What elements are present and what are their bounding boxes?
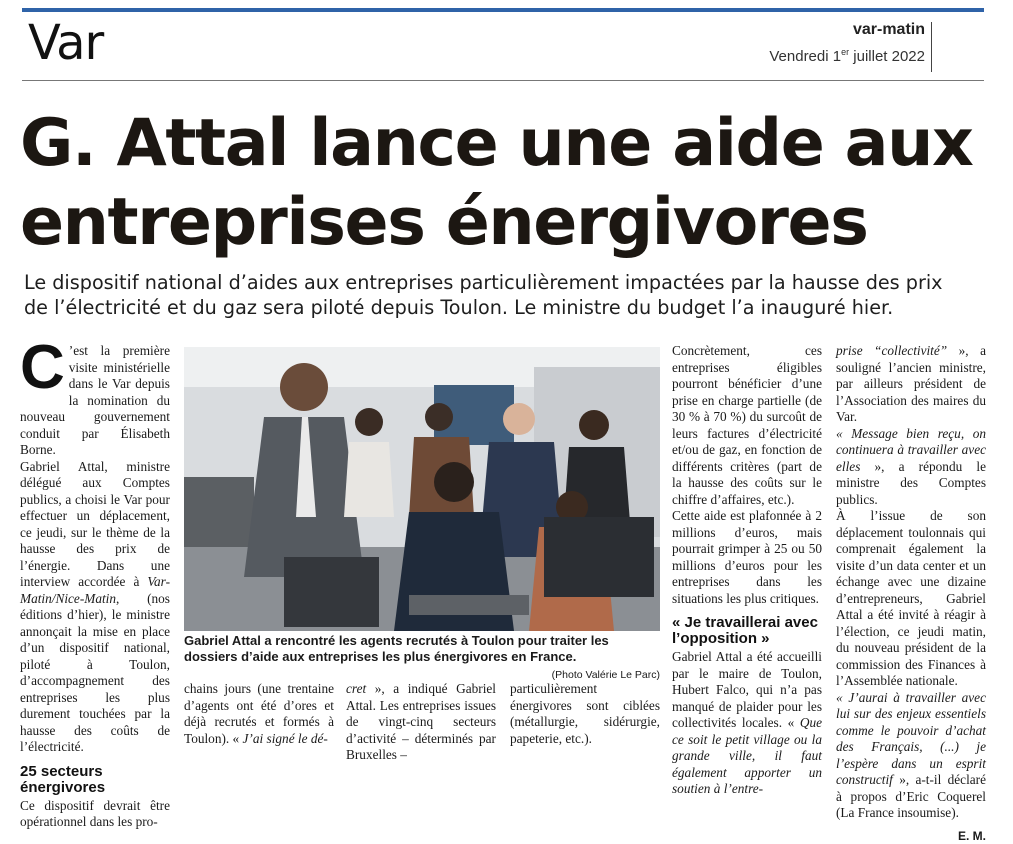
header-rule bbox=[22, 80, 984, 81]
masthead-divider bbox=[931, 22, 932, 72]
paragraph: « J’aurai à travailler avec lui sur des enjeux essentiels comme le pouvoir d’achat des Français, (...) je l’espère dans un esprit constructif », a-t-il déclaré à propos d’Eric Coquerel (La France insoumise). bbox=[836, 690, 986, 822]
drop-cap: C bbox=[20, 343, 65, 393]
paragraph: Cette aide est plafonnée à 2 millions d’euros, mais pourrait grimper à 25 ou 50 millions d’euros pour les entreprises dans les situations les plus critiques. bbox=[672, 508, 822, 607]
section-title: Var bbox=[28, 14, 103, 72]
article-column-3: cret », a indiqué Gabriel Attal. Les entreprises issues de vingt-cinq secteurs d’activité – déterminés par Bruxelles – bbox=[346, 681, 496, 764]
paragraph: Ce dispositif devrait être opérationnel dans les pro- bbox=[20, 798, 170, 831]
photo-caption: Gabriel Attal a rencontré les agents recrutés à Toulon pour traiter les dossiers d’aide aux entreprises les plus énergivores en France. (Photo Valérie Le Parc) bbox=[184, 633, 660, 683]
article-column-4 bbox=[672, 343, 822, 798]
paragraph: « Message bien reçu, on continuera à travailler avec elles », a répondu le ministre des Comptes publics. bbox=[836, 426, 986, 509]
paragraph: prise “collectivité” », a souligné l’ancien ministre, par ailleurs président de l’Association des maires du Var. bbox=[836, 343, 986, 426]
article-column-2: chains jours (une trentaine d’agents ont été d’ores et déjà recrutés et formés à Toulon). « J’ai signé le dé- bbox=[184, 681, 334, 747]
paragraph: Concrètement, ces entreprises éligibles pourront bénéficier d’une prise en charge partielle (de 30 % à 70 %) du surcoût de leurs factures d’électricité et/ou de gaz, en fonction de différents critères (part de la hausse des coûts sur le chiffre d’affaires, etc.). bbox=[672, 343, 822, 508]
lead-paragraph: C ’est la première visite ministérielle dans le Var depuis la nomination du nouveau gouvernement conduit par Élisabeth Borne. bbox=[20, 343, 170, 459]
masthead bbox=[769, 20, 925, 67]
standfirst: Le dispositif national d’aides aux entreprises particulièrement impactées par la hausse des prix de l’électricité et du gaz sera piloté depuis Toulon. Le ministre du budget l’a inauguré hier. bbox=[24, 270, 994, 320]
author-signature: E. M. bbox=[836, 828, 986, 844]
photo-credit: (Photo Valérie Le Parc) bbox=[552, 667, 660, 683]
article-column-4-bottom: particulièrement énergivores sont ciblées (métallurgie, sidérurgie, papeterie, etc.). bbox=[510, 681, 660, 747]
publication-date: Vendredi 1er juillet 2022 bbox=[769, 42, 925, 67]
newspaper-brand: var-matin bbox=[769, 20, 925, 40]
article-photo bbox=[184, 347, 660, 631]
headline: G. Attal lance une aide aux entreprises énergivores bbox=[20, 104, 1000, 262]
top-accent-bar bbox=[22, 8, 984, 12]
paragraph: Gabriel Attal, ministre délégué aux Comptes publics, a choisi le Var pour effectuer un déplacement, ce jeudi, sur le thème de la hausse des prix de l’énergie. Dans une interview accordée à Var-Matin/Nice-Matin, (nos éditions d’hier), le ministre annonçait la mise en place d’un dispositif national, piloté à Toulon, d’accompagnement des entreprises les plus durement touchées par la hausse des coûts de l’électricité. bbox=[20, 459, 170, 756]
paragraph: À l’issue de son déplacement toulonnais qui comprenait également la visite d’un data center et un échange avec une dizaine d’entrepreneurs, Gabriel Attal a été invité à réagir à l’élection, ce jeudi matin, du nouveau président de la commission des Finances à l’Assemblée nationale. bbox=[836, 508, 986, 690]
subheading: « Je travaillerai avec l’opposition » bbox=[672, 615, 822, 647]
article-column-1 bbox=[20, 343, 170, 831]
article-column-5 bbox=[836, 343, 986, 844]
paragraph: Gabriel Attal a été accueilli par le maire de Toulon, Hubert Falco, qui n’a pas manqué de plaider pour les collectivités locales. « Que ce soit le petit village ou la grande ville, il faut également apporter un soutien à l’entre- bbox=[672, 649, 822, 798]
subheading: 25 secteurs énergivores bbox=[20, 764, 170, 796]
